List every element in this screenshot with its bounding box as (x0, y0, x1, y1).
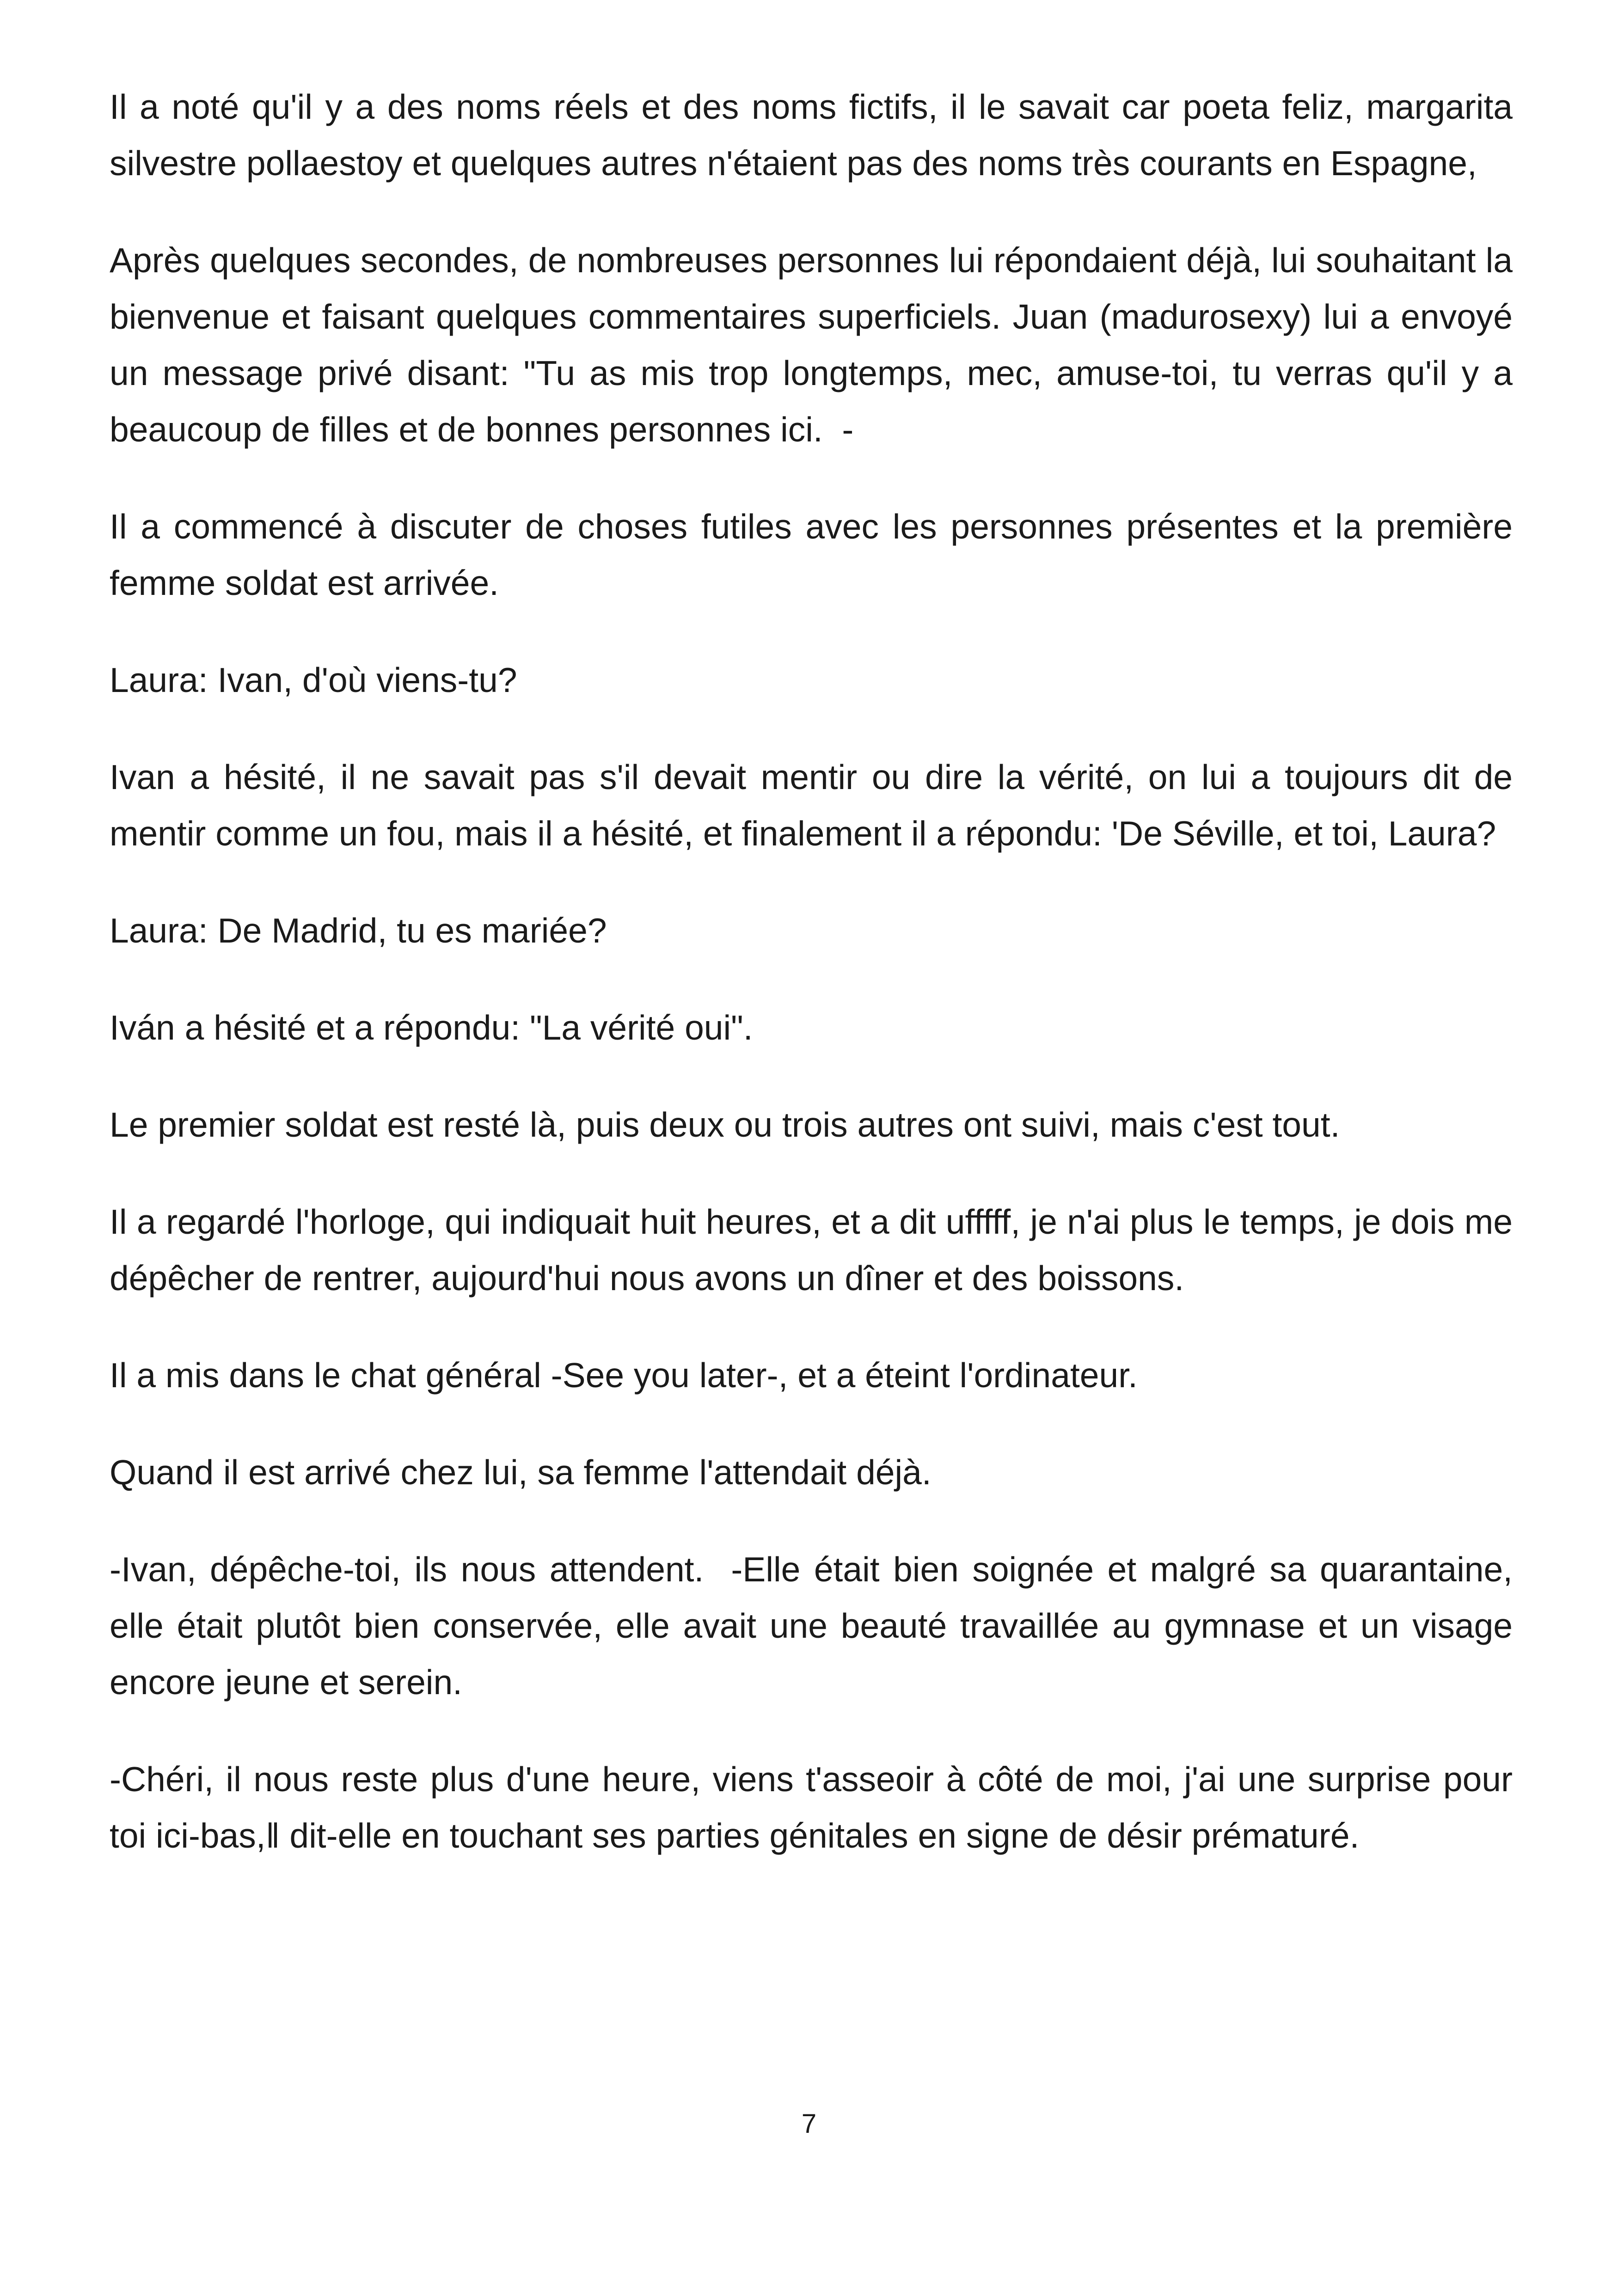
paragraph: Il a regardé l'horloge, qui indiquait huit heures, et a dit ufffff, je n'ai plus le temps, je dois me dépêcher de rentrer, aujourd'hui nous avons un dîner et des boissons. (110, 1202, 1522, 1298)
paragraph: Il a commencé à discuter de choses futiles avec les personnes présentes et la première femme soldat est arrivée. (110, 507, 1522, 602)
paragraph: Iván a hésité et a répondu: "La vérité oui". (110, 1008, 753, 1047)
paragraph: Après quelques secondes, de nombreuses personnes lui répondaient déjà, lui souhaitant la bienvenue et faisant quelques commentaires superficiels. Juan (madurosexy) lui a envoyé un message privé disant: "Tu as mis trop longtemps, mec, amuse-toi, tu verras qu'il y a beaucoup de filles et de bonnes personnes ici. - (110, 241, 1522, 449)
body-text (110, 79, 1522, 1904)
paragraph: Ivan a hésité, il ne savait pas s'il devait mentir ou dire la vérité, on lui a toujours dit de mentir comme un fou, mais il a hésité, et finalement il a répondu: 'De Séville, et toi, Laura? (110, 758, 1522, 853)
page-number: 7 (801, 2109, 817, 2139)
paragraph: Laura: Ivan, d'où viens-tu? (110, 661, 517, 699)
paragraph: Il a mis dans le chat général -See you later-, et a éteint l'ordinateur. (110, 1356, 1138, 1395)
paragraph: Quand il est arrivé chez lui, sa femme l'attendait déjà. (110, 1453, 932, 1492)
paragraph: Laura: De Madrid, tu es mariée? (110, 911, 607, 950)
paragraph: -Ivan, dépêche-toi, ils nous attendent. -Elle était bien soignée et malgré sa quarantaine, elle était plutôt bien conservée, elle avait une beauté travaillée au gymnase et un visage encore jeune et serein. (110, 1550, 1522, 1702)
paragraph: -Chéri, il nous reste plus d'une heure, viens t'asseoir à côté de moi, j'ai une surprise pour toi ici-bas,‖ dit-elle en touchant ses parties génitales en signe de désir prématuré. (110, 1760, 1522, 1855)
paragraph: Le premier soldat est resté là, puis deux ou trois autres ont suivi, mais c'est tout. (110, 1105, 1340, 1144)
paragraph: Il a noté qu'il y a des noms réels et des noms fictifs, il le savait car poeta feliz, margarita silvestre pollaestoy et quelques autres n'étaient pas des noms très courants en Espagne, (110, 87, 1522, 183)
